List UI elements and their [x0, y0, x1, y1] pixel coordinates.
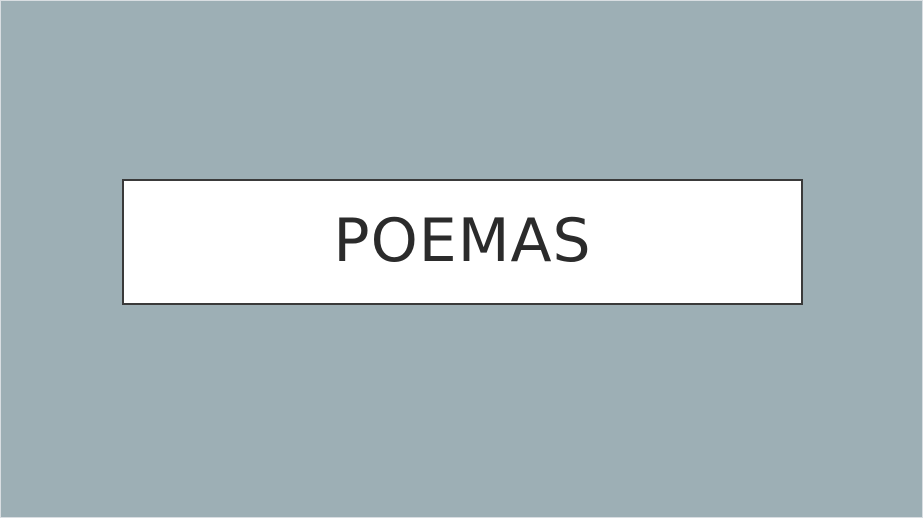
slide-title: POEMAS — [333, 206, 592, 276]
title-box — [122, 179, 803, 305]
